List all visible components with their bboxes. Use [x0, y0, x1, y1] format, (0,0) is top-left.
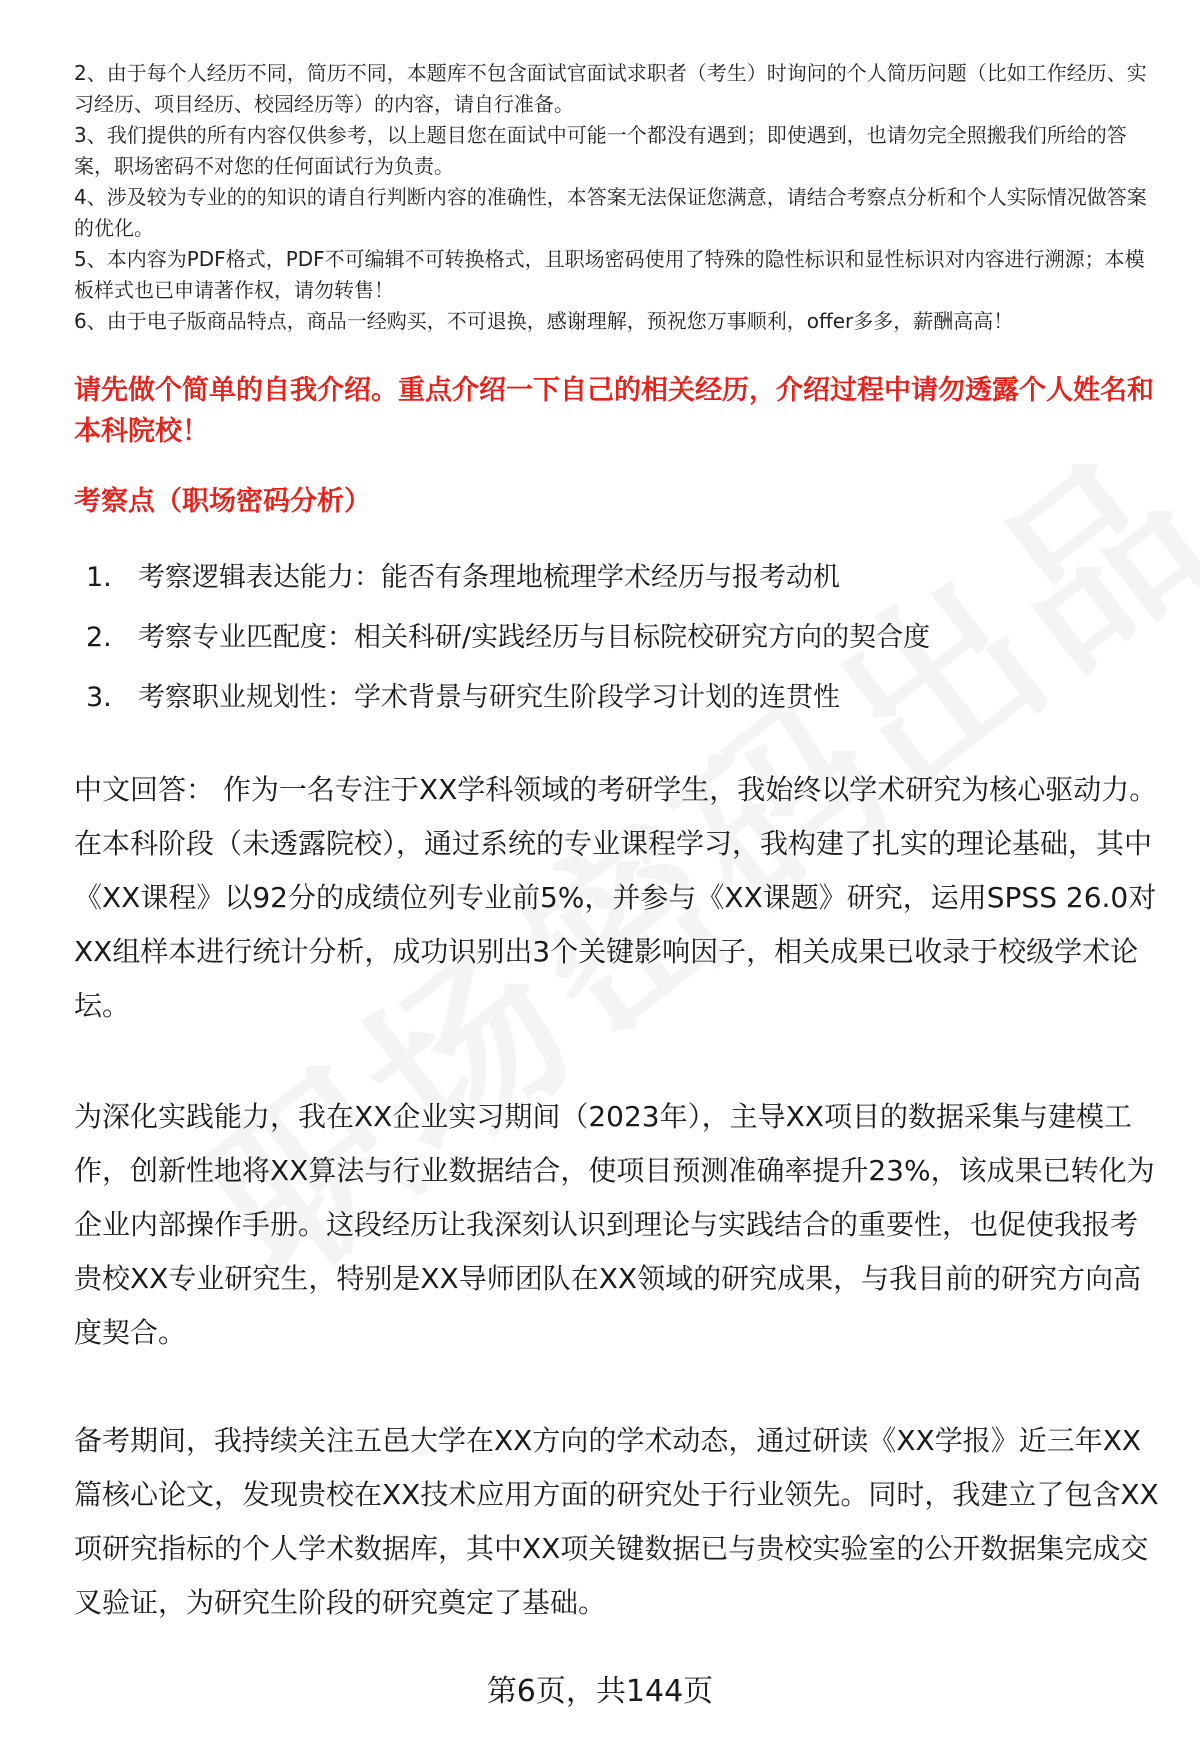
- analysis-point: [74, 678, 1154, 738]
- analysis-point: [74, 558, 1154, 618]
- point-text: 考察专业匹配度：相关科研/实践经历与目标院校研究方向的契合度: [138, 622, 931, 653]
- analysis-point: [74, 618, 1154, 678]
- note-item: 2、由于每个人经历不同，简历不同，本题库不包含面试官面试求职者（考生）时询问的个人简历问题（比如工作经历、实习经历、项目经历、校园经历等）的内容，请自行准备。: [74, 61, 1147, 116]
- answer-paragraph: [74, 1090, 1164, 1360]
- note-item: 5、本内容为PDF格式，PDF不可编辑不可转换格式，且职场密码使用了特殊的隐性标识和显性标识对内容进行溯源；本模板样式也已申请著作权，请勿转售！: [74, 247, 1145, 302]
- analysis-title: 考察点（职场密码分析）: [74, 486, 371, 517]
- answer-text: 备考期间，我持续关注五邑大学在XX方向的学术动态，通过研读《XX学报》近三年XX篇核心论文，发现贵校在XX技术应用方面的研究处于行业领先。同时，我建立了包含XX项研究指标的个人学术数据库，其中XX项关键数据已与贵校实验室的公开数据集完成交叉验证，为研究生阶段的研究奠定了基础。: [74, 1424, 1159, 1619]
- note-item: 3、我们提供的所有内容仅供参考，以上题目您在面试中可能一个都没有遇到；即使遇到，也请勿完全照搬我们所给的答案，职场密码不对您的任何面试行为负责。: [74, 123, 1127, 178]
- answer-text: 为深化实践能力，我在XX企业实习期间（2023年），主导XX项目的数据采集与建模工作，创新性地将XX算法与行业数据结合，使项目预测准确率提升23%，该成果已转化为企业内部操作手册。这段经历让我深刻认识到理论与实践结合的重要性，也促使我报考贵校XX专业研究生，特别是XX导师团队在XX领域的研究成果，与我目前的研究方向高度契合。: [74, 1100, 1155, 1349]
- note-item: 4、涉及较为专业的的知识的请自行判断内容的准确性，本答案无法保证您满意，请结合考察点分析和个人实际情况做答案的优化。: [74, 185, 1147, 240]
- answer-paragraph: [74, 1414, 1164, 1630]
- note-item: 6、由于电子版商品特点，商品一经购买，不可退换，感谢理解，预祝您万事顺利，offer多多，薪酬高高！: [74, 309, 1014, 333]
- notes-section: [74, 58, 1164, 337]
- answer-paragraph: [74, 763, 1164, 1033]
- point-text: 考察职业规划性：学术背景与研究生阶段学习计划的连贯性: [138, 682, 840, 713]
- page-number-footer: 第6页，共144页: [486, 1674, 714, 1709]
- point-number: 1.: [86, 562, 112, 593]
- point-text: 考察逻辑表达能力：能否有条理地梳理学术经历与报考动机: [138, 562, 840, 593]
- point-number: 3.: [86, 682, 112, 713]
- analysis-points-list: [74, 558, 1154, 738]
- point-number: 2.: [86, 622, 112, 653]
- question-heading: 请先做个简单的自我介绍。重点介绍一下自己的相关经历，介绍过程中请勿透露个人姓名和本科院校！: [74, 375, 1154, 447]
- answer-text: 中文回答： 作为一名专注于XX学科领域的考研学生，我始终以学术研究为核心驱动力。在本科阶段（未透露院校），通过系统的专业课程学习，我构建了扎实的理论基础，其中《XX课程》以92分的成绩位列专业前5%，并参与《XX课题》研究，运用SPSS 26.0对XX组样本进行统计分析，成功识别出3个关键影响因子，相关成果已收录于校级学术论坛。: [74, 773, 1158, 1022]
